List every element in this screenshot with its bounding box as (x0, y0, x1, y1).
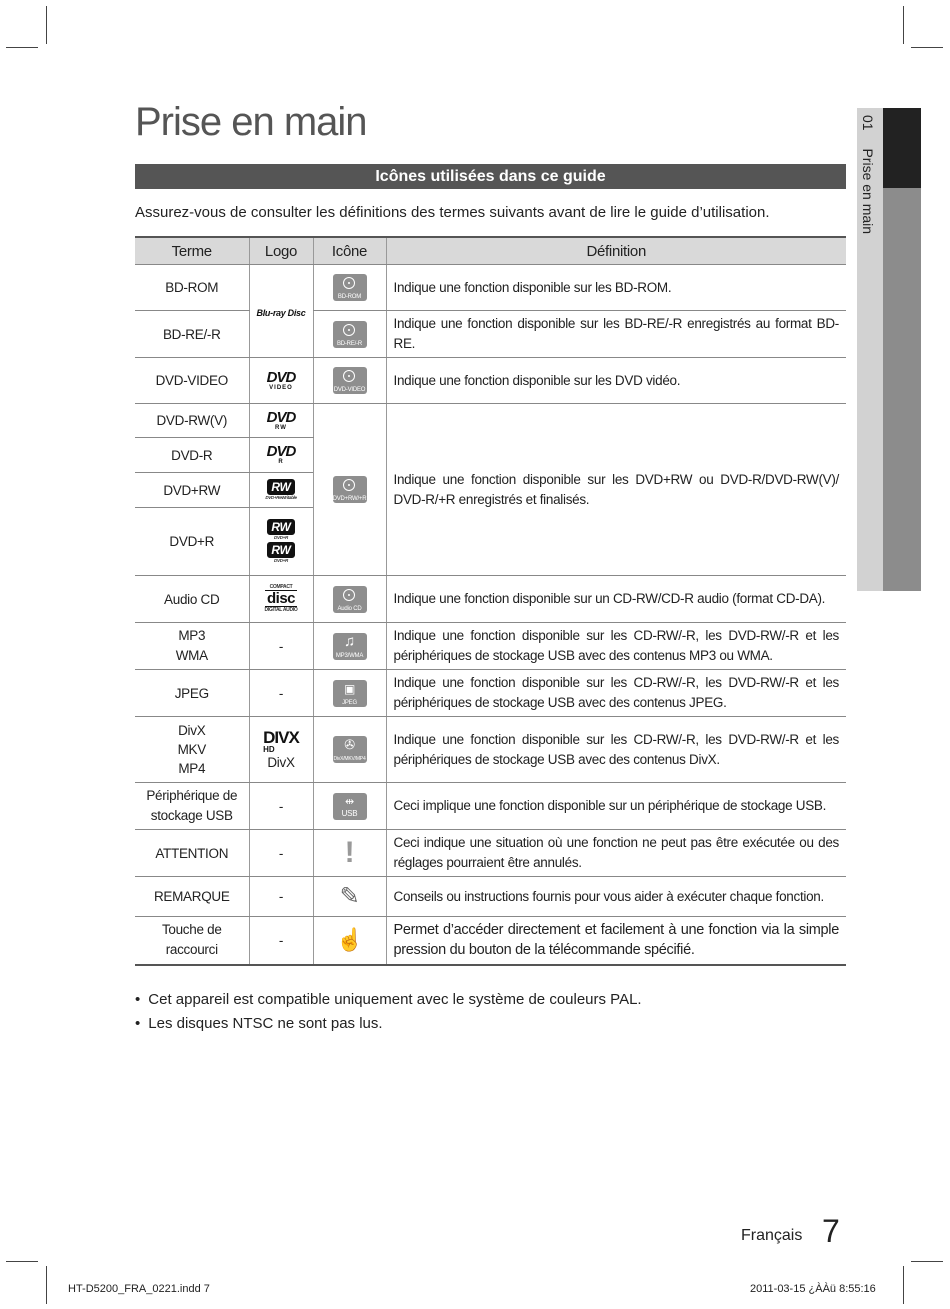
table-row (135, 265, 846, 311)
table-row (135, 404, 846, 438)
term-cell: Périphérique de stockage USB (135, 783, 249, 830)
dvd-video-logo: DVD VIDEO (266, 368, 296, 391)
icon-cell (313, 576, 386, 623)
photo-icon: ▣ JPEG (333, 680, 367, 707)
dvd-plus-r-logo: RW DVD+R (267, 542, 294, 564)
term-cell: DVD-RW(V) (135, 404, 249, 438)
disc-icon: DVD+RW/+R (333, 476, 367, 503)
term-cell: DVD+R (135, 508, 249, 576)
table-row (135, 358, 846, 404)
table-row (135, 717, 846, 783)
term-cell: MP3 WMA (135, 623, 249, 670)
crop-mark (6, 1261, 38, 1262)
print-slug-file: HT-D5200_FRA_0221.indd 7 (68, 1283, 210, 1295)
disc-icon: BD-ROM (333, 274, 367, 301)
divx-logo-label: DivX (267, 755, 295, 770)
logo-cell (249, 473, 313, 508)
table-header-row (135, 237, 846, 265)
icon-cell (313, 670, 386, 717)
term-cell: JPEG (135, 670, 249, 717)
definition-cell: Indique une fonction disponible sur les DVD vidéo. (386, 358, 846, 404)
logo-cell: - (249, 877, 313, 917)
crop-mark (911, 1261, 943, 1262)
page-title: Prise en main (135, 100, 367, 144)
logo-cell: - (249, 623, 313, 670)
print-slug-timestamp: 2011-03-15 ¿ÀÀü 8:55:16 (750, 1283, 876, 1295)
side-tab-gray-block (883, 188, 921, 591)
definition-cell: Conseils ou instructions fournis pour vous aider à exécuter chaque fonction. (386, 877, 846, 917)
term-cell: Touche de raccourci (135, 917, 249, 965)
term-cell: DVD-R (135, 438, 249, 473)
logo-cell (249, 358, 313, 404)
table-row (135, 311, 846, 358)
icon-cell (313, 830, 386, 877)
pencil-icon: ✎ (339, 883, 360, 910)
icon-cell (313, 717, 386, 783)
page-number: 7 (822, 1213, 840, 1249)
definition-cell: Indique une fonction disponible sur un CD-RW/CD-R audio (format CD-DA). (386, 576, 846, 623)
dvd-plus-r-logo: RW DVD+R (267, 519, 294, 541)
definition-cell: Ceci indique une situation où une fonction ne peut pas être exécutée ou des réglages pourraient être annulés. (386, 830, 846, 877)
definition-cell: Indique une fonction disponible sur les CD-RW/-R, les DVD-RW/-R et les périphériques de stockage USB avec des contenus JPEG. (386, 670, 846, 717)
film-reel-icon: ✇ DivX/MKV/MP4 (333, 737, 366, 762)
side-tab-dark-block (883, 108, 921, 188)
bluray-logo: Blu-ray Disc (256, 307, 306, 318)
definition-cell: Permet d’accéder directement et facilement à une fonction via la simple pression du bouton de la télécommande spécifié. (386, 917, 846, 965)
term-cell: ATTENTION (135, 830, 249, 877)
logo-cell (249, 717, 313, 783)
table-row (135, 670, 846, 717)
icon-cell (313, 623, 386, 670)
term-cell: REMARQUE (135, 877, 249, 917)
table-row (135, 830, 846, 877)
table-row (135, 623, 846, 670)
exclamation-icon: ! (344, 836, 355, 869)
divx-logo: DIVX HD (263, 728, 299, 754)
icon-cell (313, 783, 386, 830)
term-cell: BD-ROM (135, 265, 249, 311)
logo-cell (249, 404, 313, 438)
table-row (135, 783, 846, 830)
disc-icon: Audio CD (333, 586, 367, 613)
icon-cell (313, 917, 386, 965)
chapter-number: 01 (860, 115, 876, 131)
definition-cell: Indique une fonction disponible sur les BD-RE/-R enregistrés au format BD-RE. (386, 311, 846, 358)
table-row (135, 576, 846, 623)
term-cell: DVD+RW (135, 473, 249, 508)
music-note-icon: ♫ MP3/WMA (333, 633, 367, 660)
icon-cell (313, 311, 386, 358)
logo-cell (249, 265, 313, 358)
list-item: • Cet appareil est compatible uniquement avec le système de couleurs PAL. (135, 988, 642, 1012)
term-cell: BD-RE/-R (135, 311, 249, 358)
icon-cell (313, 404, 386, 576)
disc-icon: BD-RE/-R (333, 321, 367, 348)
crop-mark (46, 1266, 47, 1304)
dvd-rewritable-logo: RW DVD+ReWritable (265, 479, 297, 500)
logo-cell: - (249, 783, 313, 830)
icons-table (135, 236, 846, 966)
column-header: Définition (386, 237, 846, 265)
icon-cell (313, 358, 386, 404)
notes-list (135, 988, 642, 1036)
usb-icon: ⇹ USB (333, 793, 367, 820)
definition-cell: Indique une fonction disponible sur les CD-RW/-R, les DVD-RW/-R et les périphériques de stockage USB avec des contenus DivX. (386, 717, 846, 783)
crop-mark (911, 47, 943, 48)
logo-cell (249, 576, 313, 623)
definition-cell: Indique une fonction disponible sur les CD-RW/-R, les DVD-RW/-R et les périphériques de stockage USB avec des contenus MP3 ou WMA. (386, 623, 846, 670)
hand-press-icon: ☝ (335, 927, 364, 953)
term-cell: DivX MKV MP4 (135, 717, 249, 783)
crop-mark (46, 6, 47, 44)
compact-disc-logo: COMPACT disc DIGITAL AUDIO (264, 584, 298, 613)
footer-language: Français (741, 1227, 803, 1244)
crop-mark (903, 1266, 904, 1304)
column-header: Icône (313, 237, 386, 265)
logo-cell (249, 438, 313, 473)
definition-cell: Indique une fonction disponible sur les DVD+RW ou DVD-R/DVD-RW(V)/ DVD-R/+R enregistrés et finalisés. (386, 404, 846, 576)
table-row (135, 877, 846, 917)
term-cell: DVD-VIDEO (135, 358, 249, 404)
icon-cell (313, 265, 386, 311)
column-header: Logo (249, 237, 313, 265)
dvd-rw-logo: DVD RW (266, 408, 296, 431)
section-title: Icônes utilisées dans ce guide (135, 164, 846, 189)
icon-cell (313, 877, 386, 917)
definition-cell: Ceci implique une fonction disponible sur un périphérique de stockage USB. (386, 783, 846, 830)
logo-cell: - (249, 670, 313, 717)
definition-cell: Indique une fonction disponible sur les BD-ROM. (386, 265, 846, 311)
disc-icon: DVD-VIDEO (333, 367, 367, 394)
side-tab-label (860, 115, 876, 234)
logo-cell: - (249, 830, 313, 877)
logo-cell (249, 508, 313, 576)
dvd-r-logo: DVD R (266, 443, 296, 465)
crop-mark (6, 47, 38, 48)
table-row (135, 917, 846, 965)
chapter-name: Prise en main (860, 148, 876, 235)
term-cell: Audio CD (135, 576, 249, 623)
crop-mark (903, 6, 904, 44)
column-header: Terme (135, 237, 249, 265)
list-item: • Les disques NTSC ne sont pas lus. (135, 1012, 642, 1036)
intro-text: Assurez-vous de consulter les définitions des termes suivants avant de lire le guide d’utilisation. (135, 204, 770, 221)
logo-cell: - (249, 917, 313, 965)
